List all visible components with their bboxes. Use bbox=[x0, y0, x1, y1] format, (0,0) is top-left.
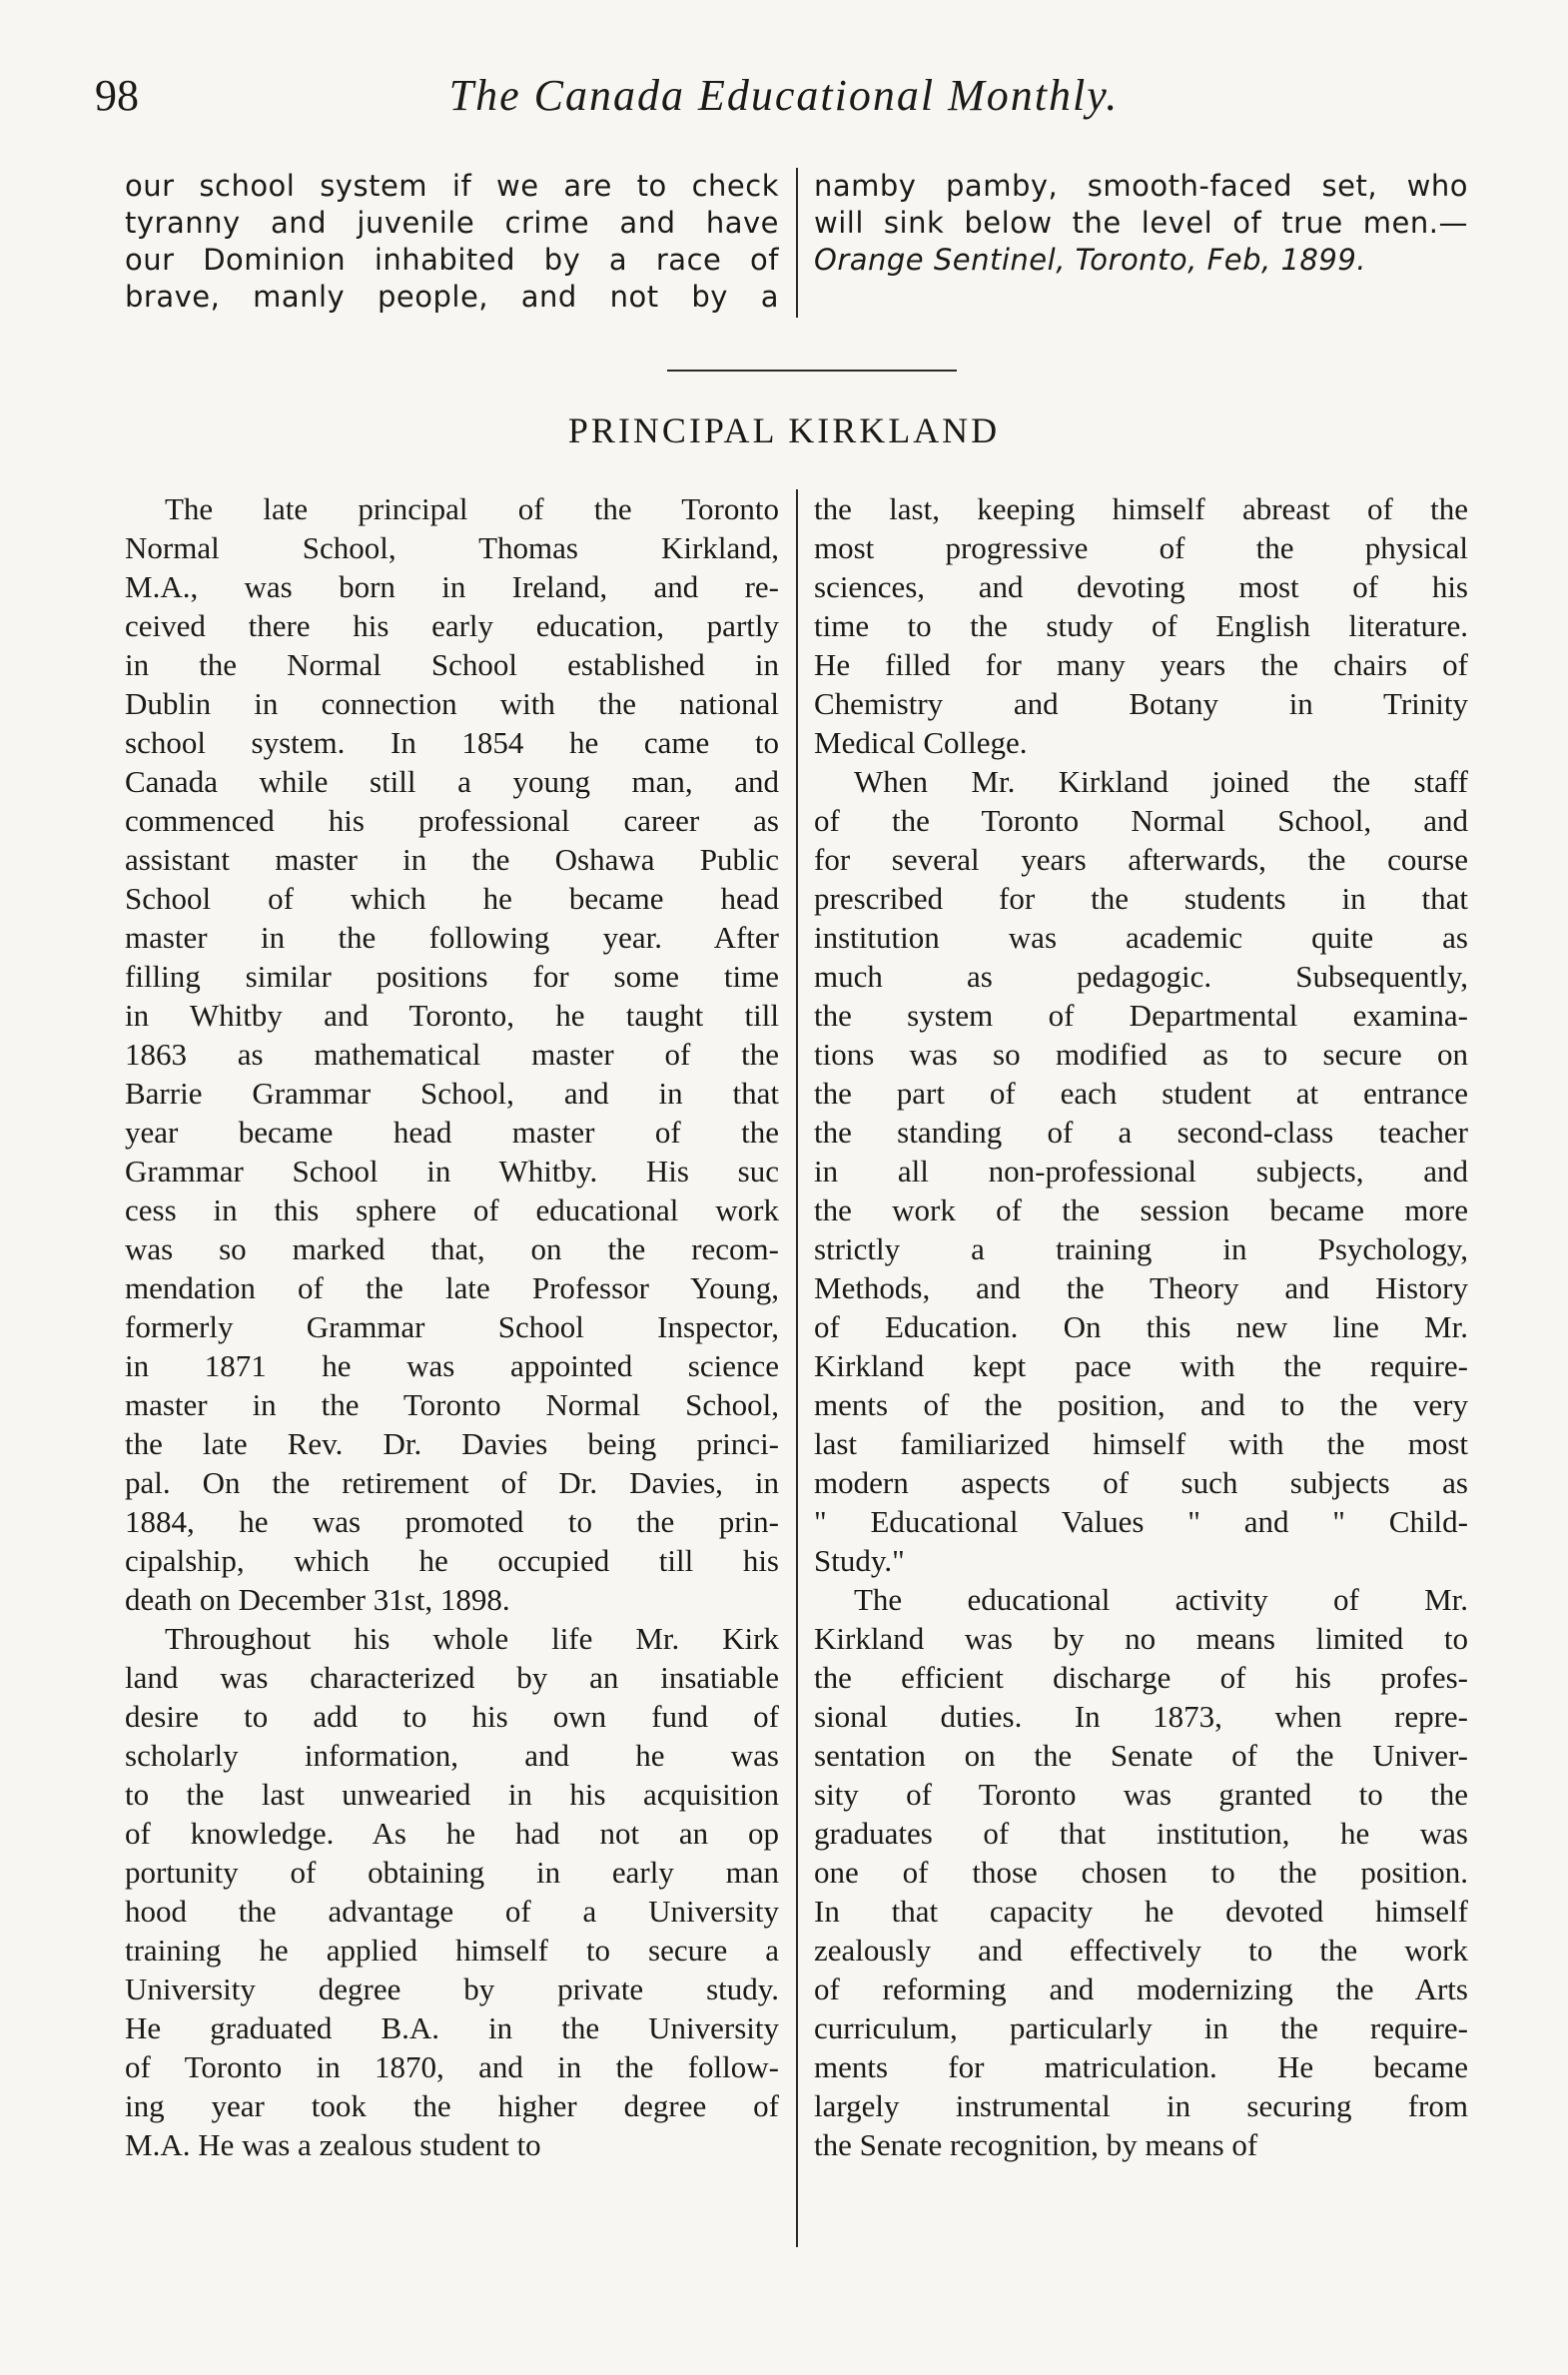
text-line: The educational activity of Mr. bbox=[854, 1582, 1468, 1617]
text-line: mendation of the late Professor Young, bbox=[125, 1270, 779, 1305]
text-line: filling similar positions for some time bbox=[125, 959, 779, 994]
text-line: sity of Toronto was granted to the bbox=[814, 1777, 1468, 1812]
text-line: Grammar School in Whitby. His suc bbox=[125, 1154, 779, 1188]
text-line: He graduated B.A. in the University bbox=[125, 2010, 779, 2045]
text-line: was so marked that, on the recom- bbox=[125, 1231, 779, 1266]
previous-article-ending bbox=[125, 168, 1468, 368]
text-line: ing year took the higher degree of bbox=[125, 2088, 779, 2123]
text-line: much as pedagogic. Subsequently, bbox=[814, 959, 1468, 994]
text-line: 1863 as mathematical master of the bbox=[125, 1037, 779, 1072]
text-line: He filled for many years the chairs of bbox=[814, 647, 1468, 682]
text-line: our school system if we are to check bbox=[125, 169, 779, 203]
text-line: the efficient discharge of his profes- bbox=[814, 1660, 1468, 1695]
text-line: Medical College. bbox=[814, 725, 1028, 760]
text-line: in Whitby and Toronto, he taught till bbox=[125, 998, 779, 1033]
text-line: curriculum, particularly in the require- bbox=[814, 2010, 1468, 2045]
text-line: will sink below the level of true men.— bbox=[814, 206, 1468, 240]
text-line: of Toronto in 1870, and in the follow- bbox=[125, 2049, 779, 2084]
column-rule bbox=[796, 168, 798, 318]
text-line: institution was academic quite as bbox=[814, 920, 1468, 955]
text-line: M.A., was born in Ireland, and re- bbox=[125, 569, 779, 604]
text-line: the work of the session became more bbox=[814, 1192, 1468, 1227]
text-line: the last, keeping himself abreast of the bbox=[814, 491, 1468, 526]
text-line: The late principal of the Toronto bbox=[165, 491, 779, 526]
text-line: hood the advantage of a University bbox=[125, 1894, 779, 1929]
text-line: school system. In 1854 he came to bbox=[125, 725, 779, 760]
text-line: Dublin in connection with the national bbox=[125, 686, 779, 721]
text-line: death on December 31st, 1898. bbox=[125, 1582, 510, 1617]
top-left-column bbox=[125, 168, 779, 316]
text-line: Kirkland was by no means limited to bbox=[814, 1621, 1468, 1656]
source-citation bbox=[814, 242, 1468, 279]
text-line: to the last unwearied in his acquisition bbox=[125, 1777, 779, 1812]
text-line: in the Normal School established in bbox=[125, 647, 779, 682]
text-line: tyranny and juvenile crime and have bbox=[125, 206, 779, 240]
text-line: largely instrumental in securing from bbox=[814, 2088, 1468, 2123]
text-line: strictly a training in Psychology, bbox=[814, 1231, 1468, 1266]
text-line: Normal School, Thomas Kirkland, bbox=[125, 530, 779, 565]
text-line: assistant master in the Oshawa Public bbox=[125, 842, 779, 877]
text-line: of Education. On this new line Mr. bbox=[814, 1309, 1468, 1344]
text-line: tions was so modified as to secure on bbox=[814, 1037, 1468, 1072]
text-line: land was characterized by an insatiable bbox=[125, 1660, 779, 1695]
text-line: Study." bbox=[814, 1543, 905, 1578]
text-line: master in the following year. After bbox=[125, 920, 779, 955]
page-number: 98 bbox=[95, 71, 139, 120]
text-line: one of those chosen to the position. bbox=[814, 1855, 1468, 1890]
text-line: Methods, and the Theory and History bbox=[814, 1270, 1468, 1305]
text-line: master in the Toronto Normal School, bbox=[125, 1387, 779, 1422]
text-line: In that capacity he devoted himself bbox=[814, 1894, 1468, 1929]
text-line: Kirkland kept pace with the require- bbox=[814, 1348, 1468, 1383]
text-line: scholarly information, and he was bbox=[125, 1738, 779, 1773]
text-line: cipalship, which he occupied till his bbox=[125, 1543, 779, 1578]
text-line: desire to add to his own fund of bbox=[125, 1699, 779, 1734]
text-line: the Senate recognition, by means of bbox=[814, 2127, 1258, 2162]
text-line: " Educational Values " and " Child- bbox=[814, 1504, 1468, 1539]
text-line: 1884, he was promoted to the prin- bbox=[125, 1504, 779, 1539]
text-line: for several years afterwards, the course bbox=[814, 842, 1468, 877]
text-line: cess in this sphere of educational work bbox=[125, 1192, 779, 1227]
text-line: Canada while still a young man, and bbox=[125, 764, 779, 799]
text-line: the standing of a second-class teacher bbox=[814, 1115, 1468, 1150]
text-line: formerly Grammar School Inspector, bbox=[125, 1309, 779, 1344]
section-divider bbox=[667, 370, 957, 372]
text-line: last familiarized himself with the most bbox=[814, 1426, 1468, 1461]
article-heading: PRINCIPAL KIRKLAND bbox=[567, 410, 1001, 450]
article-left-column bbox=[125, 489, 779, 2164]
text-line: Barrie Grammar School, and in that bbox=[125, 1076, 779, 1111]
text-line: sional duties. In 1873, when repre- bbox=[814, 1699, 1468, 1734]
text-line: modern aspects of such subjects as bbox=[814, 1465, 1468, 1500]
text-line: the late Rev. Dr. Davies being princi- bbox=[125, 1426, 779, 1461]
text-line: Throughout his whole life Mr. Kirk bbox=[165, 1621, 779, 1656]
journal-title: The Canada Educational Monthly. bbox=[448, 71, 1120, 120]
text-line: portunity of obtaining in early man bbox=[125, 1855, 779, 1890]
text-line: of the Toronto Normal School, and bbox=[814, 803, 1468, 838]
text-line: pal. On the retirement of Dr. Davies, in bbox=[125, 1465, 779, 1500]
text-line: brave, manly people, and not by a bbox=[125, 280, 779, 314]
text-line: zealously and effectively to the work bbox=[814, 1933, 1468, 1968]
article-right-column bbox=[814, 489, 1468, 2164]
top-right-column bbox=[814, 168, 1468, 279]
text-line: ments for matriculation. He became bbox=[814, 2049, 1468, 2084]
text-line: graduates of that institution, he was bbox=[814, 1816, 1468, 1851]
text-line: namby pamby, smooth-faced set, who bbox=[814, 169, 1468, 203]
column-rule bbox=[796, 489, 798, 2247]
text-line: M.A. He was a zealous student to bbox=[125, 2127, 541, 2162]
text-line: the part of each student at entrance bbox=[814, 1076, 1468, 1111]
text-line: University degree by private study. bbox=[125, 1972, 779, 2006]
text-line: in all non-professional subjects, and bbox=[814, 1154, 1468, 1188]
text-line: Chemistry and Botany in Trinity bbox=[814, 686, 1468, 721]
text-line: commenced his professional career as bbox=[125, 803, 779, 838]
text-line: ments of the position, and to the very bbox=[814, 1387, 1468, 1422]
text-line: training he applied himself to secure a bbox=[125, 1933, 779, 1968]
running-head bbox=[95, 70, 1473, 130]
text-line: sentation on the Senate of the Univer- bbox=[814, 1738, 1468, 1773]
text-line: of reforming and modernizing the Arts bbox=[814, 1972, 1468, 2006]
text-line: year became head master of the bbox=[125, 1115, 779, 1150]
text-line: sciences, and devoting most of his bbox=[814, 569, 1468, 604]
text-line: When Mr. Kirkland joined the staff bbox=[854, 764, 1468, 799]
text-line: ceived there his early education, partly bbox=[125, 608, 779, 643]
text-line: time to the study of English literature. bbox=[814, 608, 1468, 643]
text-line: prescribed for the students in that bbox=[814, 881, 1468, 916]
text-line: most progressive of the physical bbox=[814, 530, 1468, 565]
article-body bbox=[125, 489, 1468, 2247]
text-line: in 1871 he was appointed science bbox=[125, 1348, 779, 1383]
text-line: School of which he became head bbox=[125, 881, 779, 916]
text-line: our Dominion inhabited by a race of bbox=[125, 243, 779, 277]
text-line: of knowledge. As he had not an op bbox=[125, 1816, 779, 1851]
text-line: the system of Departmental examina- bbox=[814, 998, 1468, 1033]
source-citation-text: Orange Sentinel, Toronto, Feb, 1899. bbox=[814, 243, 1366, 277]
